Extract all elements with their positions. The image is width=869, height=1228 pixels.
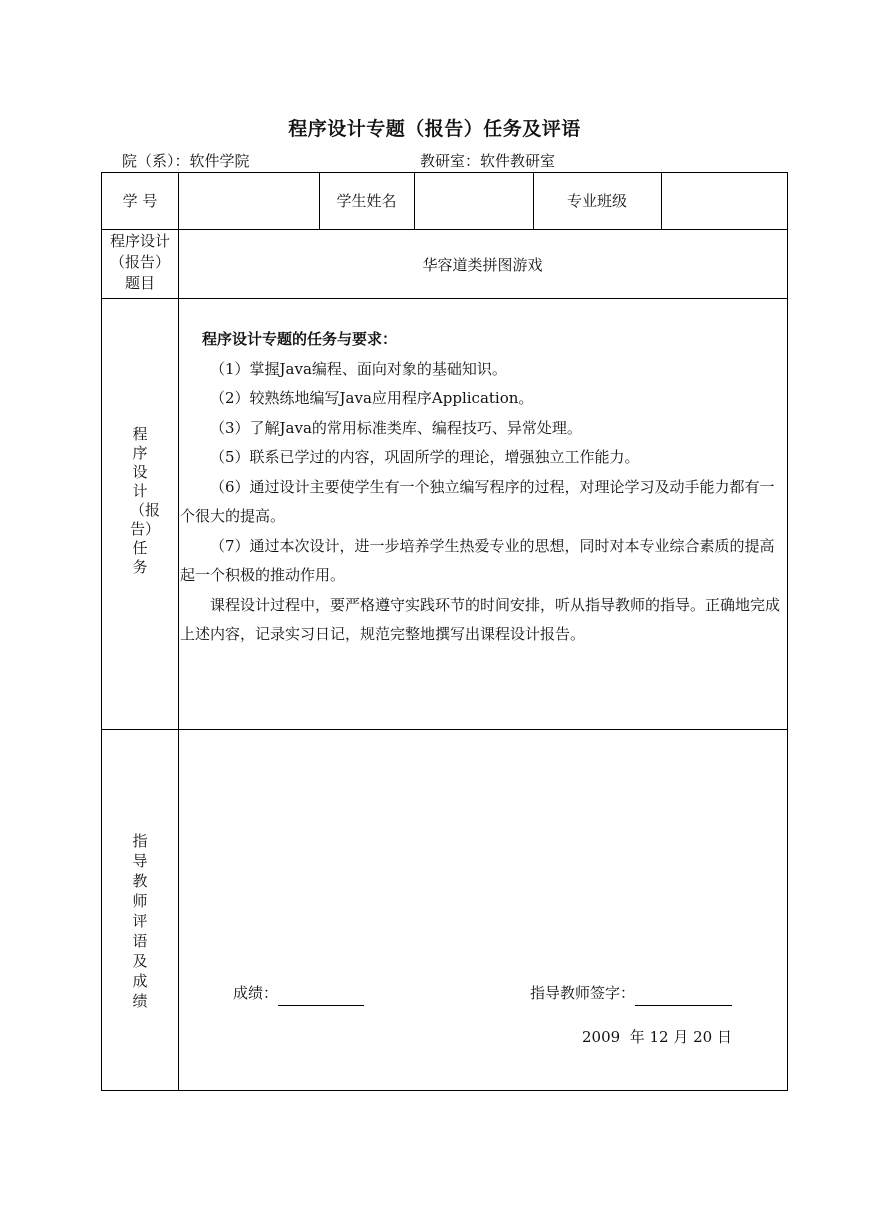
topic-label-line: 程序设计: [109, 232, 170, 250]
task-item: （3）了解Java的常用标准类库、编程技巧、异常处理。: [210, 418, 582, 437]
task-item: （7）通过本次设计，进一步培养学生热爱专业的思想，同时对本专业综合素质的提高起一个积极的推动作用。: [180, 536, 775, 584]
task-item: （2）较熟练地编写Java应用程序Application。: [210, 389, 534, 407]
topic-label: [102, 231, 178, 294]
grade-blank[interactable]: [278, 987, 364, 1006]
review-label: 指导教师评语及成绩: [132, 832, 148, 1010]
task-item: （6）通过设计主要使学生有一个独立编写程序的过程，对理论学习及动手能力都有一个很大的提高。: [180, 477, 775, 525]
class-label: 专业班级: [566, 192, 627, 210]
task-item: （5）联系已学过的内容，巩固所学的理论，增强独立工作能力。: [210, 448, 640, 466]
topic-label-line: （报告）: [109, 253, 170, 271]
task-heading: 程序设计专题的任务与要求：: [202, 330, 398, 348]
label-column-divider: [178, 173, 179, 1090]
signature-label: 指导教师签字：: [530, 984, 636, 1002]
task-label: 程序设计（报告）任务: [130, 425, 161, 576]
document-title: 程序设计专题（报告）任务及评语: [288, 118, 581, 140]
task-item: （1）掌握Java编程、面向对象的基础知识。: [210, 359, 507, 378]
review-date: 2009 年 12 月 20 日: [582, 1028, 732, 1046]
signature-field: [530, 982, 732, 1006]
topic-label-line: 题目: [124, 274, 155, 292]
task-content: [180, 325, 787, 650]
row-divider: [102, 229, 787, 230]
student-id-label: 学 号: [122, 192, 158, 210]
office-label: 教研室：软件教研室: [420, 152, 556, 170]
grade-label: 成绩：: [233, 984, 279, 1002]
signature-blank[interactable]: [635, 987, 732, 1006]
student-name-label: 学生姓名: [336, 192, 397, 210]
col-divider: [661, 173, 662, 229]
row-divider: [102, 298, 787, 299]
topic-value: 华容道类拼图游戏: [422, 256, 543, 274]
department-label: 院（系）：软件学院: [122, 152, 250, 170]
grade-field: [233, 982, 364, 1006]
row-divider: [102, 729, 787, 730]
col-divider: [414, 173, 415, 229]
task-item: 课程设计过程中，要严格遵守实践环节的时间安排，听从指导教师的指导。正确地完成上述内容，记录实习日记，规范完整地撰写出课程设计报告。: [180, 595, 781, 643]
